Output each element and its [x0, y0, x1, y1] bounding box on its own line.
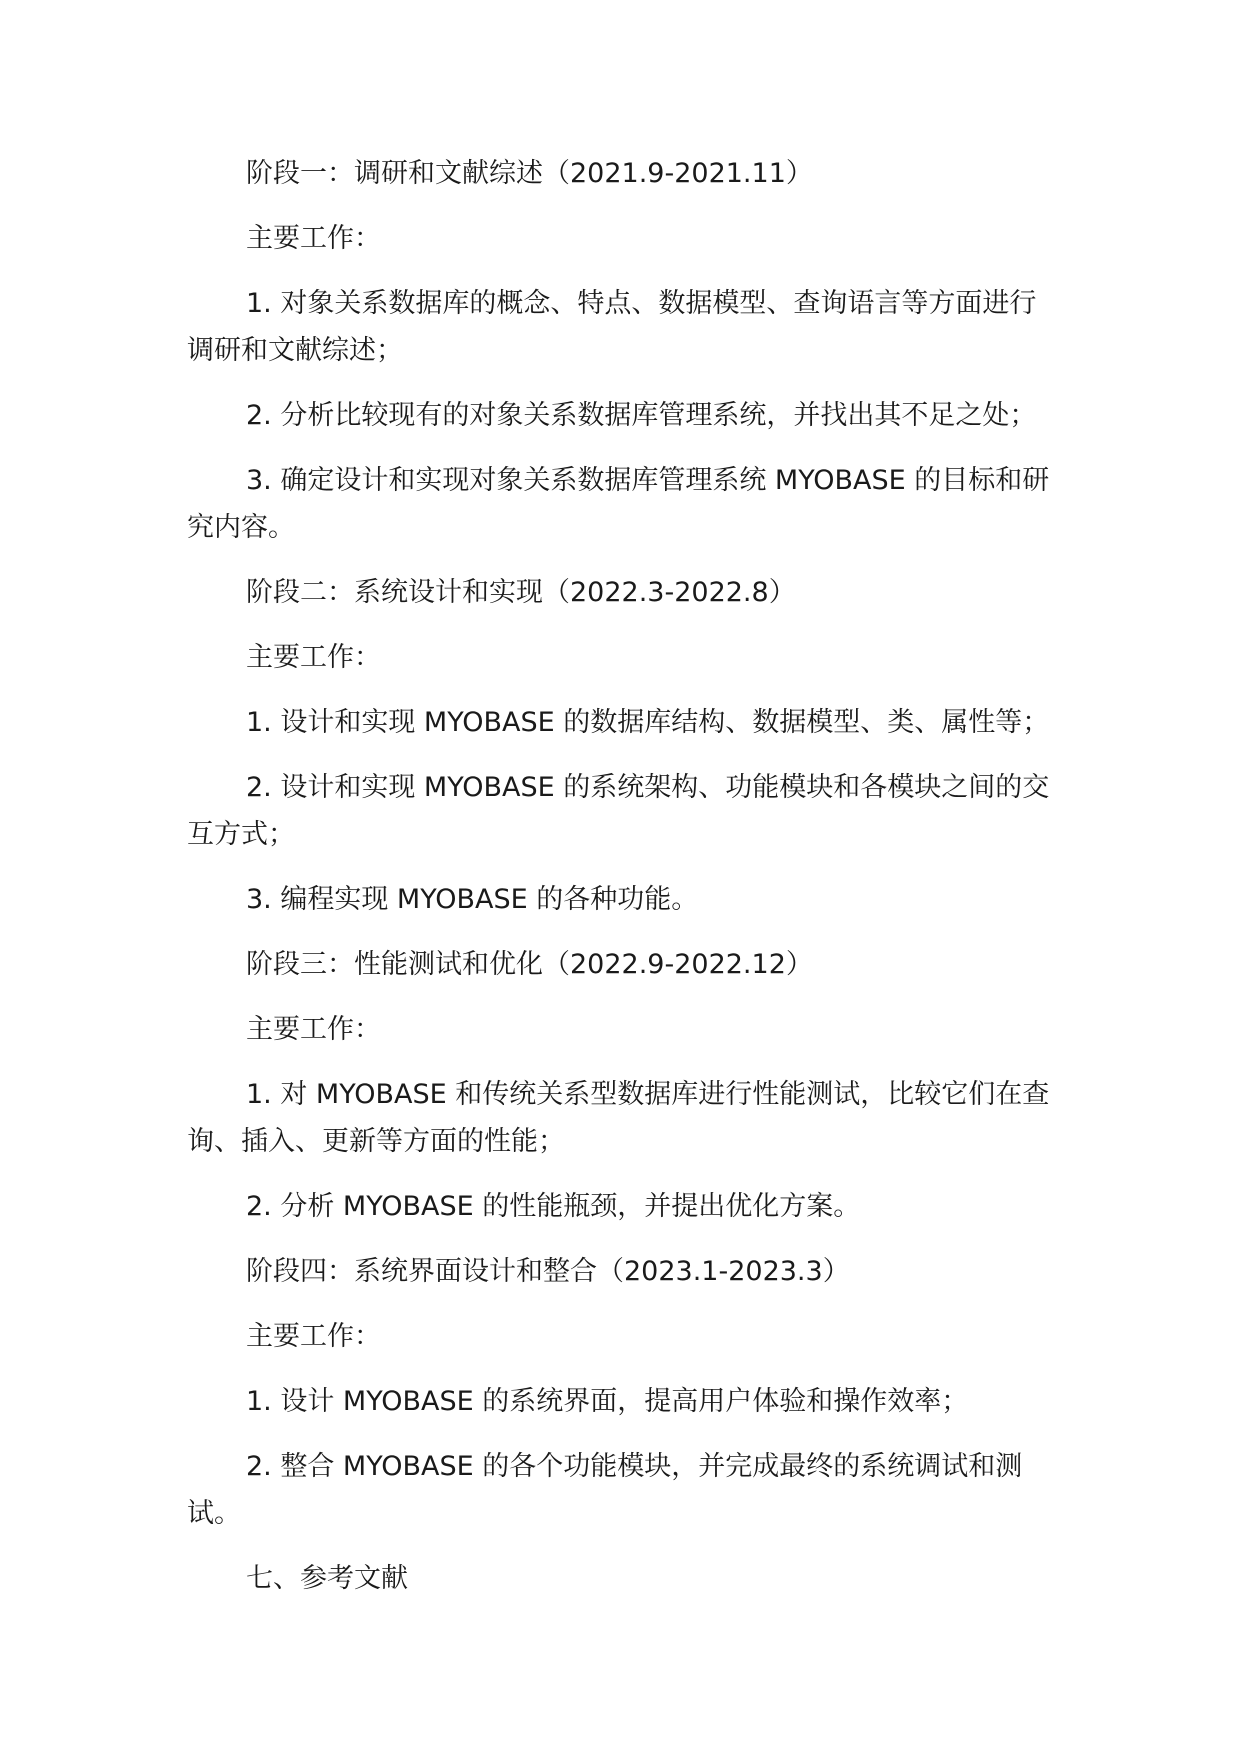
stage-2-heading: 阶段二：系统设计和实现（2022.3-2022.8） — [246, 577, 796, 608]
stage-2-item-1: 1. 设计和实现 MYOBASE 的数据库结构、数据模型、类、属性等； — [246, 707, 1050, 738]
stage-4-heading: 阶段四：系统界面设计和整合（2023.1-2023.3） — [246, 1256, 850, 1287]
stage-2-item-3: 3. 编程实现 MYOBASE 的各种功能。 — [246, 884, 699, 915]
stage-3-heading: 阶段三：性能测试和优化（2022.9-2022.12） — [246, 949, 813, 980]
stage-1-item-3: 3. 确定设计和实现对象关系数据库管理系统 MYOBASE 的目标和研究内容。 — [187, 465, 1050, 543]
stage-1-heading: 阶段一：调研和文献综述（2021.9-2021.11） — [246, 158, 813, 189]
stage-2-item-2: 2. 设计和实现 MYOBASE 的系统架构、功能模块和各模块之间的交互方式； — [187, 772, 1050, 850]
stage-1-main-work-label: 主要工作： — [246, 223, 381, 254]
stage-3-main-work-label: 主要工作： — [246, 1014, 381, 1045]
stage-1-item-1: 1. 对象关系数据库的概念、特点、数据模型、查询语言等方面进行调研和文献综述； — [187, 288, 1037, 366]
stage-2-main-work-label: 主要工作： — [246, 642, 381, 673]
stage-3-item-2: 2. 分析 MYOBASE 的性能瓶颈，并提出优化方案。 — [246, 1191, 861, 1222]
stage-4-item-1: 1. 设计 MYOBASE 的系统界面，提高用户体验和操作效率； — [246, 1386, 969, 1417]
section-7-heading: 七、参考文献 — [246, 1563, 408, 1594]
stage-1-item-2: 2. 分析比较现有的对象关系数据库管理系统，并找出其不足之处； — [246, 400, 1037, 431]
stage-4-main-work-label: 主要工作： — [246, 1321, 381, 1352]
document-body — [187, 150, 1057, 1620]
stage-4-item-2: 2. 整合 MYOBASE 的各个功能模块，并完成最终的系统调试和测试。 — [187, 1451, 1023, 1529]
stage-3-item-1: 1. 对 MYOBASE 和传统关系型数据库进行性能测试，比较它们在查询、插入、更新等方面的性能； — [187, 1079, 1050, 1157]
